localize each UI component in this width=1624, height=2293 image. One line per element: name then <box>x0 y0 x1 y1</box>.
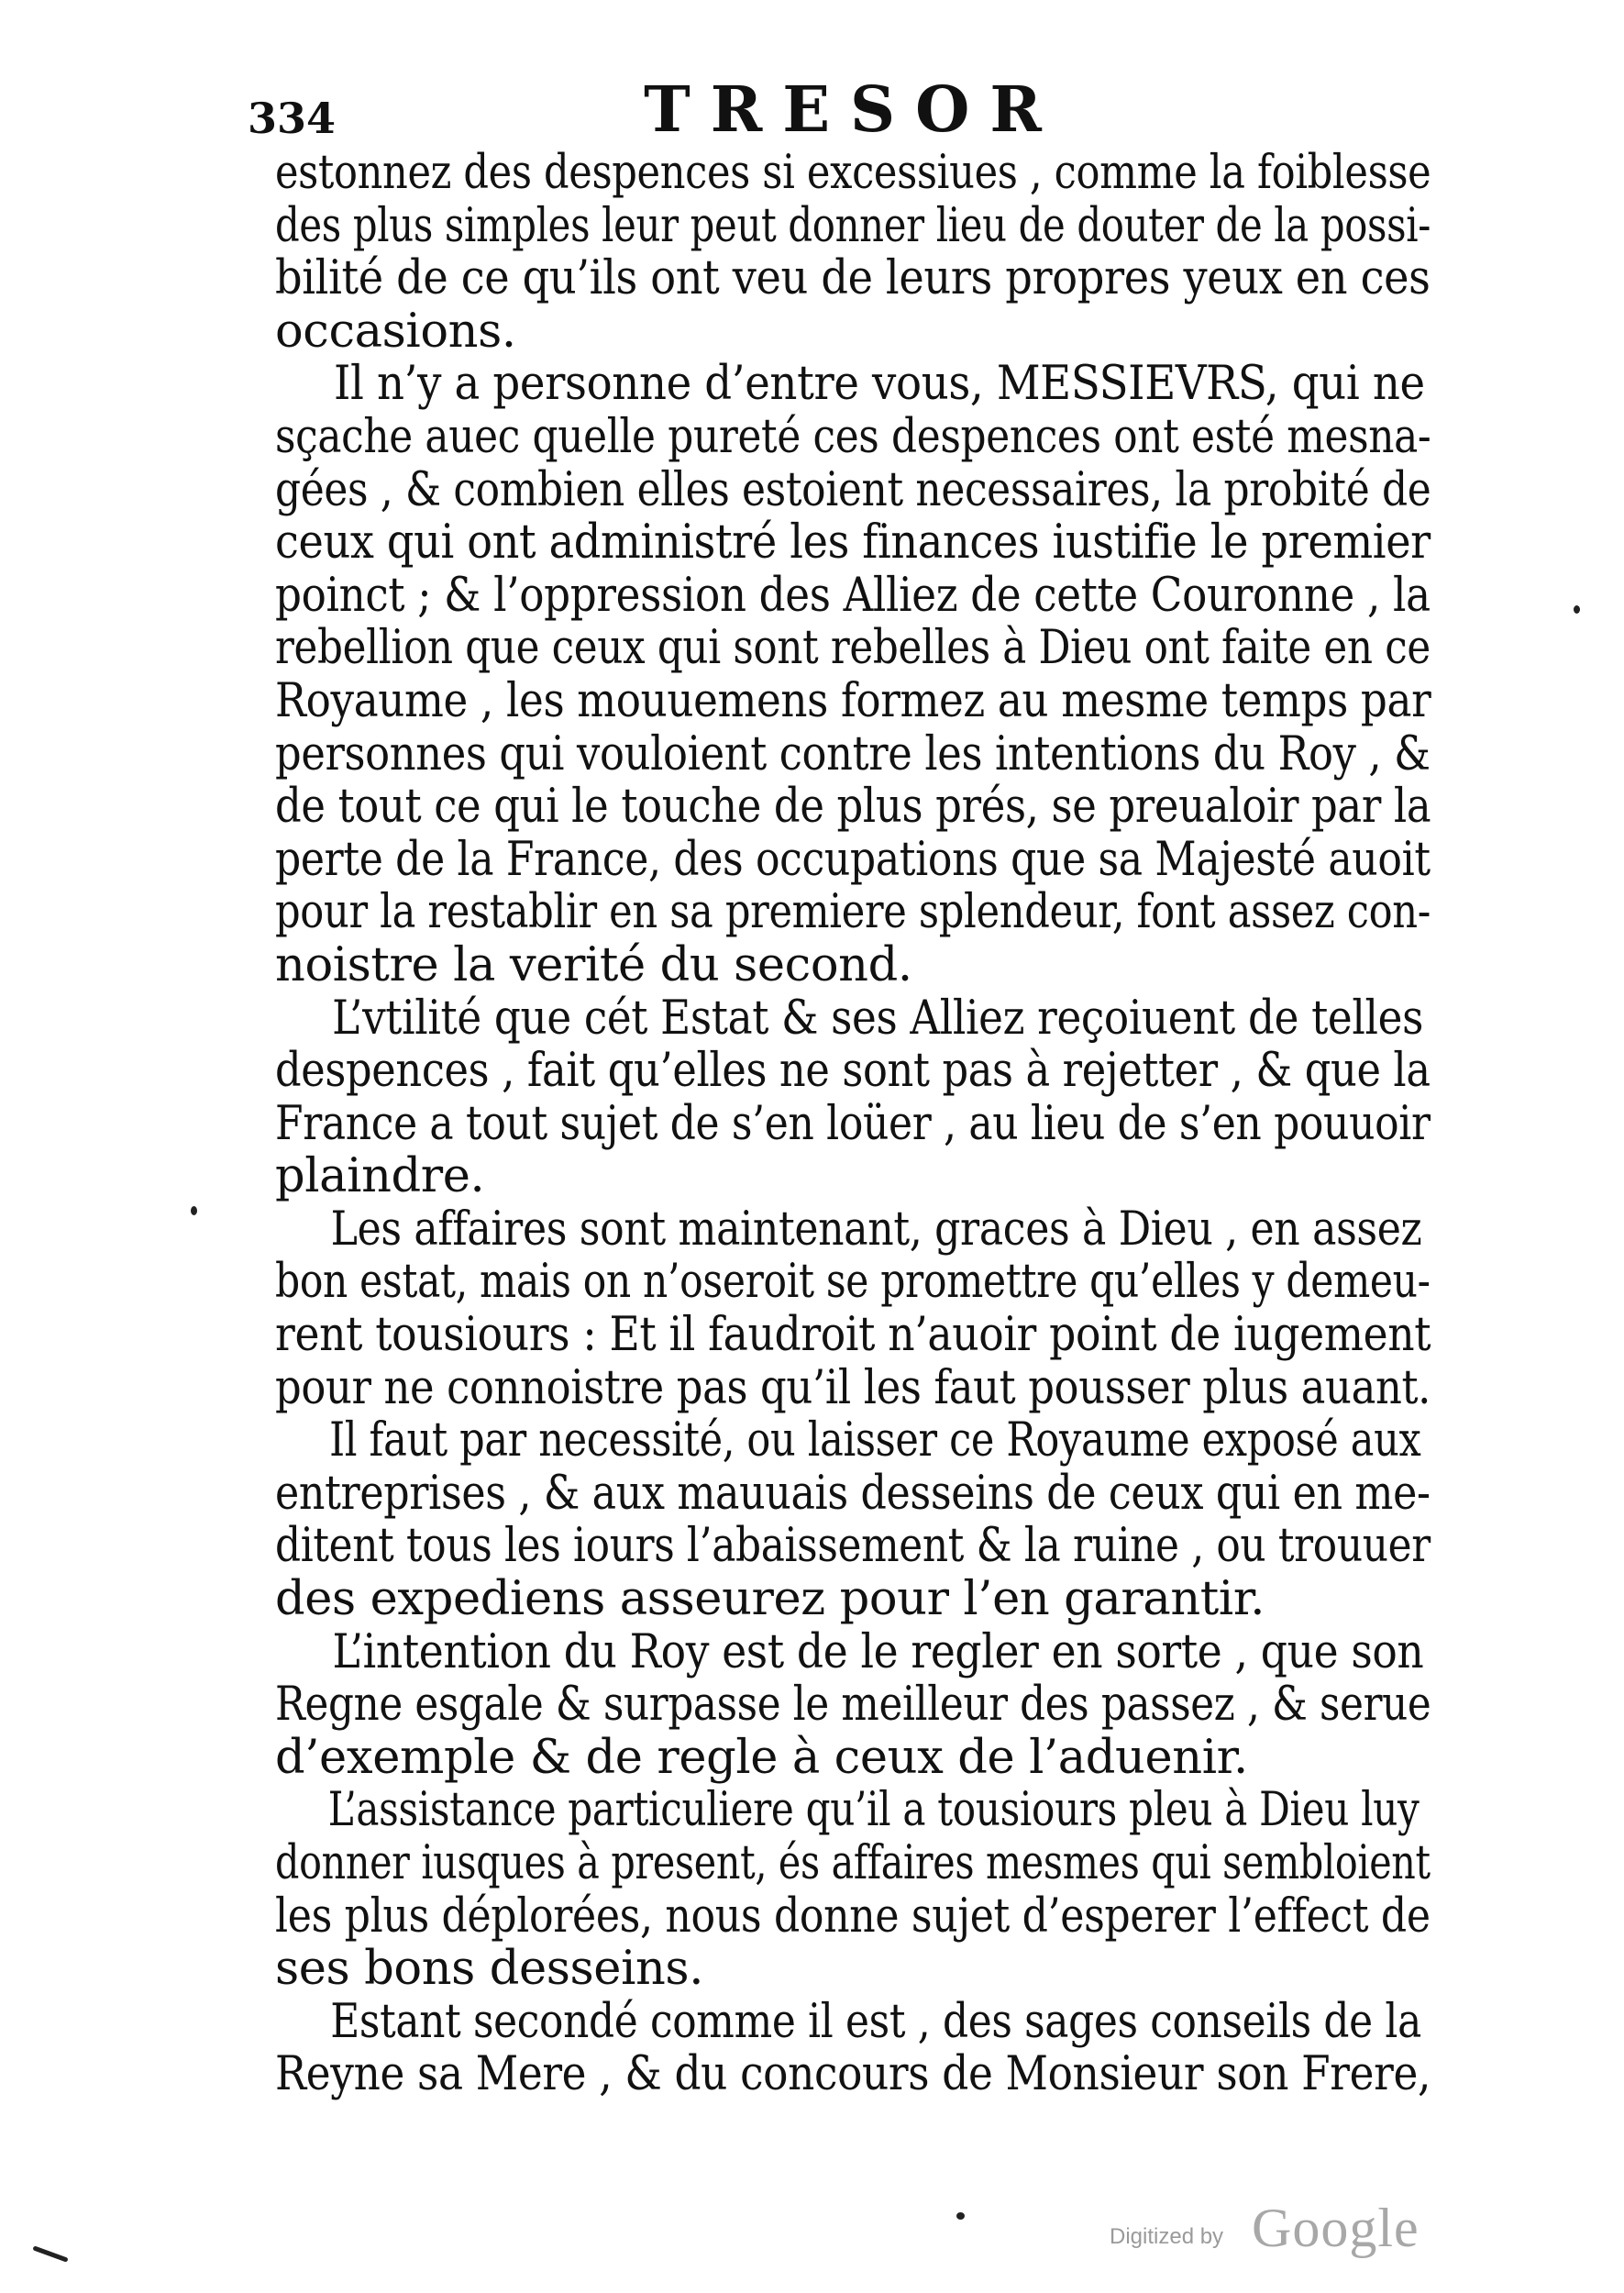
text-line: Regne esgale & surpasse le meilleur des passez , & serue <box>275 1678 1431 1733</box>
text-line: gées , & combien elles estoient necessaires, la probité de <box>275 462 1431 517</box>
text-line: les plus déplorées, nous donne sujet d’esperer l’effect de <box>275 1889 1431 1944</box>
scan-speck <box>191 1206 197 1215</box>
text-line: rebellion que ceux qui sont rebelles à Dieu ont faite en ce <box>275 621 1431 676</box>
text-line: Il n’y a personne d’entre vous, MESSIEVRS, qui ne <box>333 357 1425 412</box>
text-line: de tout ce qui le touche de plus prés, se preualoir par la <box>275 780 1431 835</box>
text-line: rent tousiours : Et il faudroit n’auoir point de iugement <box>275 1308 1431 1363</box>
text-line: poinct ; & l’oppression des Alliez de cette Couronne , la <box>275 568 1431 623</box>
body-text <box>275 147 1431 2101</box>
text-line: pour la restablir en sa premiere splendeur, font assez con- <box>275 885 1431 940</box>
text-line: sçache auec quelle pureté ces despences ont esté mesna- <box>275 409 1431 464</box>
text-line: personnes qui vouloient contre les intentions du Roy , & <box>275 726 1431 781</box>
digitized-by-label: Digitized by <box>1110 2224 1224 2249</box>
digitization-watermark <box>1110 2197 1476 2261</box>
text-line: perte de la France, des occupations que sa Majesté auoit <box>275 832 1431 887</box>
text-line: ceux qui ont administré les finances iustifie le premier <box>275 515 1431 570</box>
text-line: L’vtilité que cét Estat & ses Alliez reçoiuent de telles <box>332 991 1423 1046</box>
text-line: des expediens asseurez pour l’en garantir. <box>275 1572 1265 1627</box>
scan-speck <box>32 2245 68 2262</box>
text-line: L’assistance particuliere qu’il a tousiours pleu à Dieu luy <box>327 1783 1420 1838</box>
text-line: despences , fait qu’elles ne sont pas à rejetter , & que la <box>275 1044 1431 1099</box>
scan-speck <box>1574 605 1580 614</box>
text-line: Estant secondé comme il est , des sages conseils de la <box>330 1994 1421 2049</box>
scan-speck <box>956 2212 965 2220</box>
text-line: Il faut par necessité, ou laisser ce Royaume exposé aux <box>329 1413 1421 1468</box>
page-number: 334 <box>248 94 337 143</box>
text-line: L’intention du Roy est de le regler en sorte , que son <box>332 1624 1424 1679</box>
text-line: estonnez des despences si excessiues , comme la foiblesse <box>275 146 1431 200</box>
text-line: Les affaires sont maintenant, graces à Dieu , en assez <box>330 1202 1422 1257</box>
text-line: noistre la verité du second. <box>275 937 912 992</box>
text-line: bon estat, mais on n’oseroit se promettre qu’elles y demeu- <box>275 1255 1431 1310</box>
text-line: bilité de ce qu’ils ont veu de leurs propres yeux en ces <box>275 251 1431 306</box>
text-line: ditent tous les iours l’abaissement & la ruine , ou trouuer <box>275 1519 1431 1574</box>
text-line: donner iusques à present, és affaires mesmes qui sembloient <box>275 1836 1431 1890</box>
running-title: TRESOR <box>644 73 1062 147</box>
text-line: entreprises , & aux mauuais desseins de ceux qui en me- <box>275 1466 1431 1521</box>
google-logo: Google <box>1252 2198 1420 2258</box>
text-line: d’exemple & de regle à ceux de l’aduenir. <box>275 1730 1248 1785</box>
text-line: Royaume , les mouuemens formez au mesme temps par <box>275 673 1431 728</box>
text-line: Reyne sa Mere , & du concours de Monsieur son Frere, <box>275 2047 1431 2102</box>
text-line: plaindre. <box>275 1149 485 1204</box>
text-line: France a tout sujet de s’en loüer , au lieu de s’en pouuoir <box>275 1096 1431 1151</box>
text-line: pour ne connoistre pas qu’il les faut pousser plus auant. <box>275 1360 1431 1415</box>
text-line: des plus simples leur peut donner lieu de douter de la possi- <box>275 198 1431 253</box>
text-line: ses bons desseins. <box>275 1942 704 1997</box>
text-line: occasions. <box>275 304 516 359</box>
